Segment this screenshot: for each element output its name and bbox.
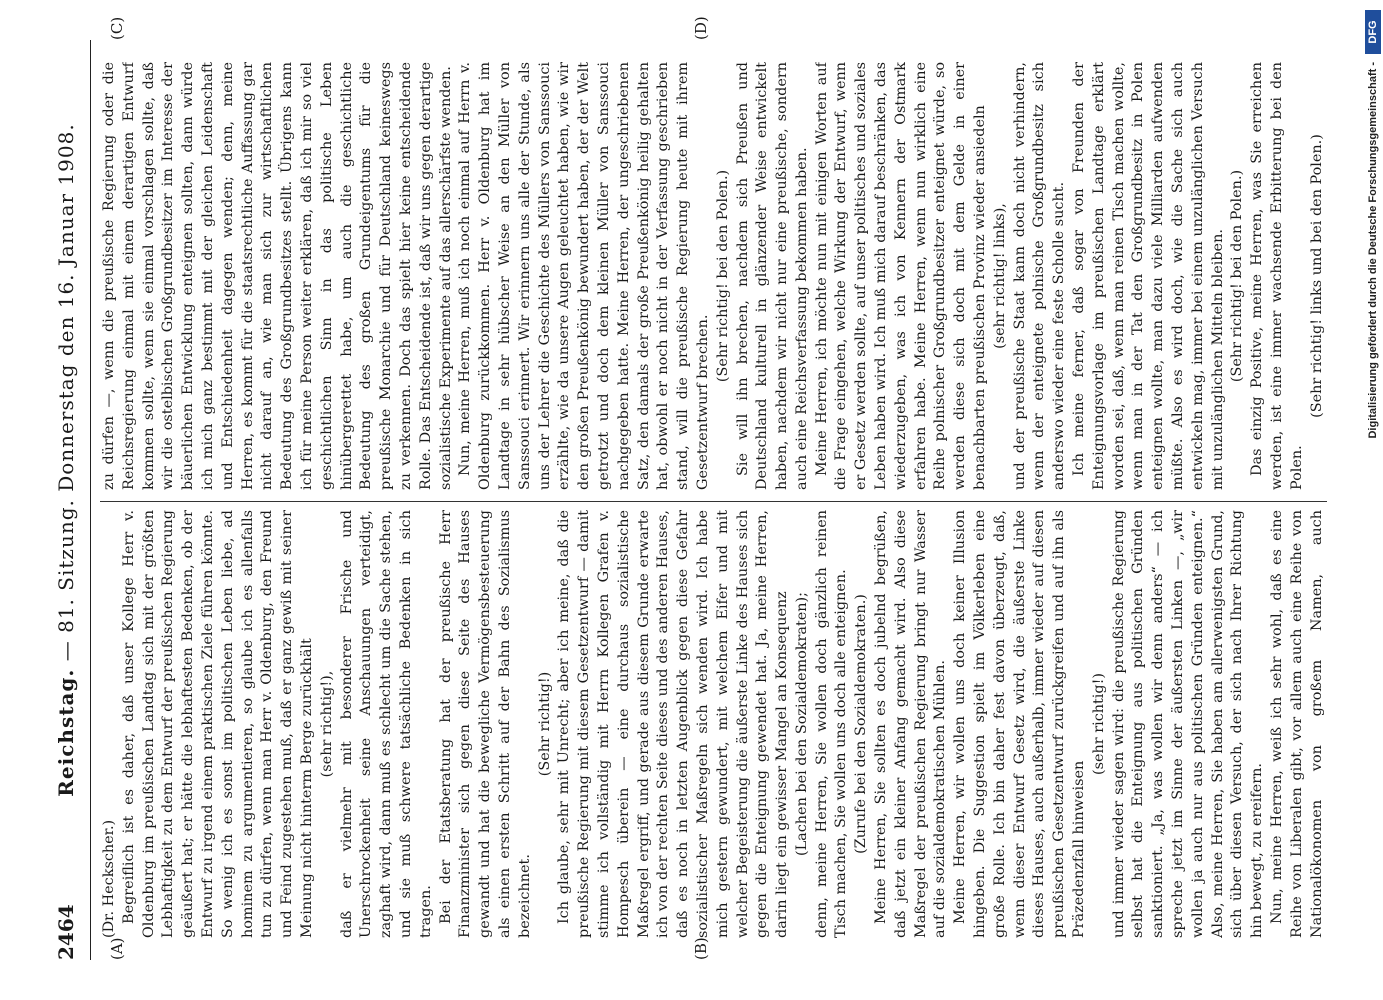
right-column [100, 62, 1327, 490]
paragraph: Begreiflich ist es daher, daß unser Kollege Herr v. Oldenburg im preußischen Landtag sich mit der größten Lebhaftigkeit zu dem Entwurf der preußischen Regierung geäußert hat; er hätte die lebhaftesten Bedenken, ob der Entwurf zu irgend einem praktischen Ziele führen könnte. So wenig ich es sonst im politischen Leben liebe, ad hominem zu argumentieren, so glaube ich es allenfalls tun zu dürfen, wenn man Herr v. Oldenburg, den Freund und Feind zugestehen muß, daß er ganz gewiß mit seiner Meinung nicht hinterm Berge zurückhält [120, 510, 315, 938]
left-column [100, 510, 1327, 938]
paragraph: Ich glaube, sehr mit Unrecht; aber ich meine, daß die preußische Regierung mit diesem Gesetzentwurf — damit stimme ich vollständig mit Herrn Kollegen Grafen v. Hompesch überein — eine durchaus sozialistische Maßregel ergriff, und gerade aus diesem Grunde erwarte ich von der rechten Seite dieses und des anderen Hauses, daß es noch in letzten Augenblick gegen diese Gefahr sozialistischer Maßregeln sich wenden wird. Ich habe mich gestern gewundert, mit welchem Eifer und mit welcher Begeisterung die äußerste Linke des Hauses sich gegen die Enteignung gewendet hat. Ja, meine Herren, darin liegt ein gewisser Mangel an Konsequenz [556, 510, 791, 938]
interjection: (sehr richtig!) [1090, 672, 1107, 776]
margin-marker-d: (D) [692, 16, 710, 40]
paragraph: und immer wieder sagen wird: die preußische Regierung selbst hat die Enteignung aus politischen Gründen sanktioniert. „Ja, was wollen wir denn anders“ — ich spreche jetzt im Sinne der äußersten Linken —, „wir wollen ja auch nur aus politischen Gründen enteignen.“ Also, meine Herren, Sie haben am allerwenigsten Grund, sich über diesen Versuch, der sich nach Ihrer Richtung hin bewegt, zu ereifern. [1110, 510, 1266, 938]
paragraph: daß er vielmehr mit besonderer Frische und Unerschrockenheit seine Anschauungen verteidigt, zaghaft wird, dann muß es schlecht um die Sache stehen, und sie muß schwere tatsächliche Bedenken in sich tragen. [338, 510, 434, 938]
paragraph: Meine Herren, Sie sollten es doch jubelnd begrüßen, daß jetzt ein kleiner Anfang gemacht wird. Also diese Maßregel der preußischen Regierung bringt nur Wasser auf die sozialdemokratischen Mühlen. [873, 510, 949, 938]
title-rest: — 81. Sitzung. Donnerstag den 16. Januar 1908. [54, 123, 78, 669]
interjection: (sehr richtig!), [318, 670, 335, 778]
page-number: 2464 [54, 904, 78, 960]
speaker-line: (Dr. Heckscher.) [101, 819, 117, 938]
paragraph: denn, meine Herren, Sie wollen doch gänzlich reinen Tisch machen, Sie wollen uns doch alle enteignen. [813, 510, 850, 938]
paragraph: Das einzig Positive, meine Herren, was Sie erreichen werden, ist eine immer wachsende Erbitterung bei den Polen. [1249, 62, 1305, 490]
interjection: (Sehr richtig! links und bei den Polen.) [1308, 134, 1325, 418]
interjection: (Sehr richtig! bei den Polen.) [1229, 169, 1246, 383]
digitization-note: Digitalisierung gefördert durch die Deutsche Forschungsgemeinschaft - [1367, 62, 1379, 439]
paragraph: Ich meine ferner, daß sogar von Freunden der Enteignungsvorlage im preußischen Landtage erklärt worden sei, daß, wenn man reinen Tisch machen wollte, wenn man in der Tat den Großgrundbesitz in Polen enteignen wollte, man dazu viele Milliarden aufwenden müßte. Also es wird doch, wie die Sache sich auch entwickeln mag, immer bei einem unzulänglichen Versuch mit unzulänglichen Mitteln bleiben. [1071, 62, 1226, 490]
paragraph: Sie will ihn brechen, nachdem sich Preußen und Deutschland kulturell in glänzender Weise entwickelt haben, nachdem wir nicht nur eine preußische, sondern auch eine Reichsverfassung bekommen haben. [734, 62, 810, 490]
paragraph: zu dürfen —, wenn die preußische Regierung oder die Reichsregierung einmal mit einem derartigen Entwurf kommen sollte, wenn sie einmal vorschlagen sollte, daß wir die ostelbischen Großgrundbesitzer im Interesse der bäuerlichen Entwicklung enteignen sollten, dann würde ich mich ganz bestimmt mit der gleichen Leidenschaft und Entschiedenheit dagegen wenden; denn, meine Herren, es kommt für die staatsrechtliche Auffassung gar nicht darauf an, wie man sich zur wirtschaftlichen Bedeutung des Großgrundbesitzes stellt. Übrigens kann ich für meine Person weiter erklären, daß ich mir so viel geschichtlichen Sinn in das politische Leben hinübergerettet habe, um auch die geschichtliche Bedeutung des großen Grundeigentums für die preußische Monarchie und für Deutschland keineswegs zu verkennen. Doch das spielt hier keine entscheidende Rolle. Das Entscheidende ist, daß wir uns gegen derartige sozialistische Experimente auf das allerschärfste wenden. [101, 62, 454, 490]
page-footer [1353, 0, 1383, 1000]
header-rule [90, 40, 91, 960]
interjection: (Zurufe bei den Sozialdemokraten.) [853, 594, 870, 854]
column-divider [100, 501, 1327, 502]
dfg-logo: DFG [1365, 10, 1381, 54]
paragraph: Nun, meine Herren, muß ich noch einmal auf Herrn v. Oldenburg zurückkommen. Herr v. Oldenburg hat im Landtage in sehr hübscher Weise an den Müller von Sanssouci erinnert. Wir erinnern uns alle der Stunde, als uns der Lehrer die Geschichte des Müllers von Sanssouci erzählte, wie da unsere Augen geleuchtet haben, wie wir den großen Preußenkönig bewundert haben, der der Welt getrotzt und doch dem kleinen Müller von Sanssouci nachgegeben hatte. Meine Herren, der ungeschriebenen Satz, den damals der große Preußenkönig heilig gehalten hat, obwohl er noch nicht in der Verfassung geschrieben stand, will die preußische Regierung heute mit ihrem Gesetzentwurf brechen. [457, 62, 711, 490]
interjection: (Sehr richtig! bei den Polen.) [714, 169, 731, 383]
page-header [48, 40, 84, 960]
margin-marker-c: (C) [108, 16, 126, 40]
paragraph: Bei der Etatsberatung hat der preußische Herr Finanzminister sich gegen diese Seite des Hauses gewandt und hat die bewegliche Vermögensbesteuerung als einen ersten Schritt auf der Bahn des Sozialismus bezeichnet. [437, 510, 533, 938]
interjection: (sehr richtig! links), [991, 203, 1008, 349]
paragraph: und der preußische Staat kann doch nicht verhindern, wenn der enteignete polnische Großgrundbesitz sich anderswo wieder eine feste Scholle sucht. [1011, 62, 1068, 490]
paragraph: Meine Herren, ich möchte nun mit einigen Worten auf die Frage eingehen, welche Wirkung der Entwurf, wenn er Gesetz werden sollte, auf unser politisches und soziales Leben haben wird. Ich muß mich darauf beschränken, das wiederzugeben, was ich von Kennern der Ostmark erfahren habe. Meine Herren, wenn nun wirklich eine Reihe polnischer Großgrundbesitzer enteignet würde, so werden diese sich doch mit dem Gelde in einer benachbarten preußischen Provinz wieder ansiedeln [813, 62, 989, 490]
paragraph: Nun, meine Herren, weiß ich sehr wohl, daß es eine Reihe von Liberalen gibt, vor allem auch eine Reihe von Nationalökonomen von großem Namen, auch [1269, 510, 1325, 938]
paragraph: Meine Herren, wir wollen uns doch keiner Illusion hingeben. Die Suggestion spielt im Völkerleben eine große Rolle. Ich bin daher fest davon überzeugt, daß, wenn dieser Entwurf Gesetz wird, die äußerste Linke dieses Hauses, auch außerhalb, immer wieder auf diesen preußischen Gesetzentwurf zurückgreifen und auf ihn als Präzedenzfall hinweisen [952, 510, 1088, 938]
interjection: (Lachen bei den Sozialdemokraten); [793, 591, 810, 857]
title-bold: Reichstag. [54, 668, 78, 797]
margin-marker-a: (A) [108, 937, 126, 960]
page-title [54, 40, 78, 880]
interjection: (Sehr richtig!) [536, 671, 553, 777]
margin-marker-b: (B) [692, 937, 710, 960]
